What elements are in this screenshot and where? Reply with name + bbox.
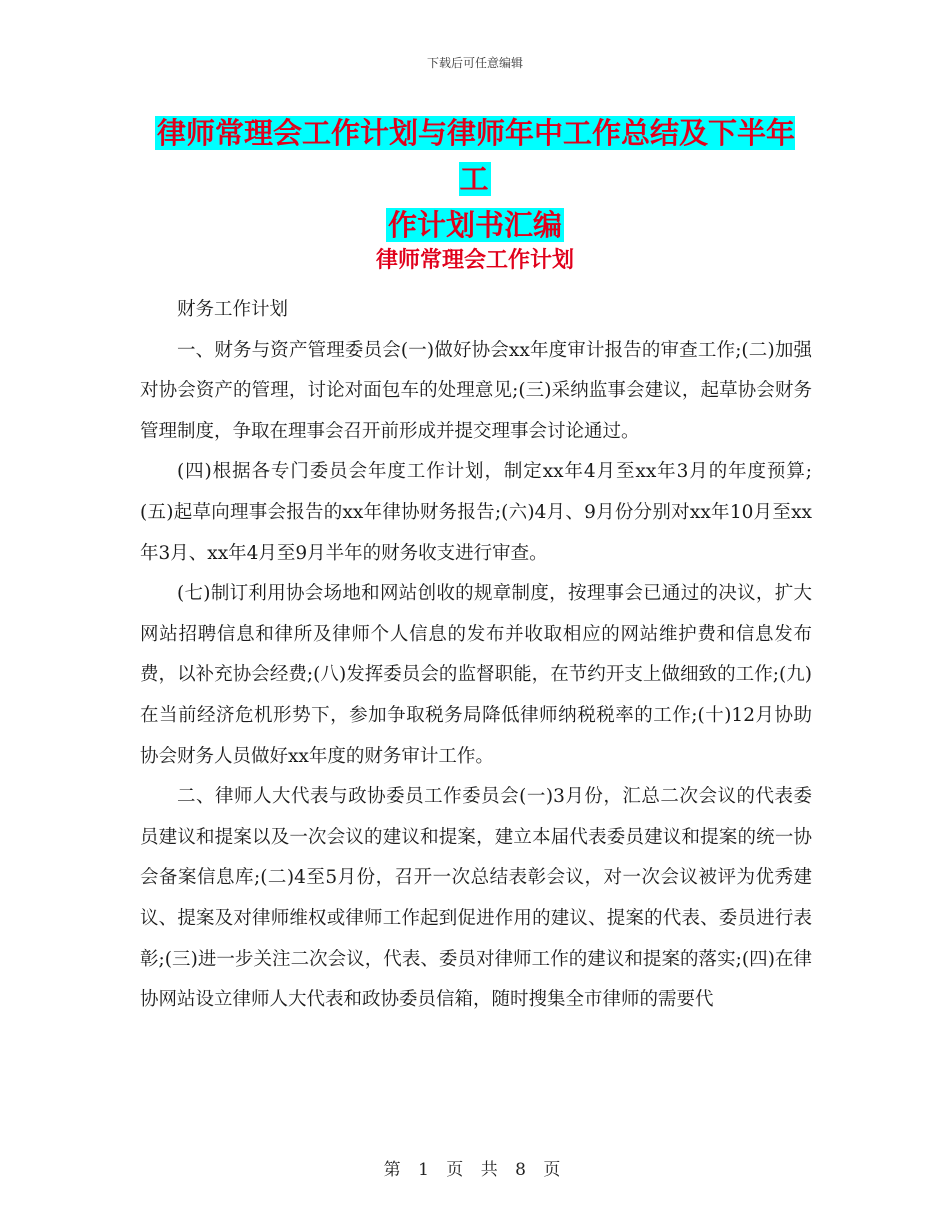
document-title-line-2: 作计划书汇编 bbox=[387, 208, 562, 242]
paragraph: (七)制订利用协会场地和网站创收的规章制度，按理事会已通过的决议，扩大网站招聘信息和律所及律师个人信息的发布并收取相应的网站维护费和信息发布费，以补充协会经费;(八)发挥委员会的监督职能，在节约开支上做细致的工作;(九)在当前经济危机形势下，参加争取税务局降低律师纳税税率的工作;(十)12月协助协会财务人员做好xx年度的财务审计工作。 bbox=[140, 583, 812, 767]
paragraph: 二、律师人大代表与政协委员工作委员会(一)3月份，汇总二次会议的代表委员建议和提案以及一次会议的建议和提案，建立本届代表委员建议和提案的统一协会备案信息库;(二)4至5月份，召开一次总结表彰会议，对一次会议被评为优秀建议、提案及对律师维权或律师工作起到促进作用的建议、提案的代表、委员进行表彰;(三)进一步关注二次会议，代表、委员对律师工作的建议和提案的落实;(四)在律协网站设立律师人大代表和政协委员信箱，随时搜集全市律师的需要代 bbox=[140, 786, 812, 1011]
document-body bbox=[140, 290, 812, 1021]
document-title bbox=[140, 110, 810, 248]
document-title-line-1: 律师常理会工作计划与律师年中工作总结及下半年工 bbox=[156, 116, 795, 196]
page-number-footer: 第 1 页 共 8 页 bbox=[383, 1160, 567, 1180]
paragraph: (四)根据各专门委员会年度工作计划，制定xx年4月至xx年3月的年度预算;(五)起草向理事会报告的xx年律协财务报告;(六)4月、9月份分别对xx年10月至xx年3月、xx年4月至9月半年的财务收支进行审查。 bbox=[140, 461, 812, 564]
page-header-note: 下载后可任意编辑 bbox=[426, 56, 523, 70]
section-title: 律师常理会工作计划 bbox=[375, 248, 574, 273]
paragraph: 一、财务与资产管理委员会(一)做好协会xx年度审计报告的审查工作;(二)加强对协会资产的管理，讨论对面包车的处理意见;(三)采纳监事会建议，起草协会财务管理制度，争取在理事会召开前形成并提交理事会讨论通过。 bbox=[140, 339, 812, 442]
paragraph-heading: 财务工作计划 bbox=[177, 299, 289, 320]
